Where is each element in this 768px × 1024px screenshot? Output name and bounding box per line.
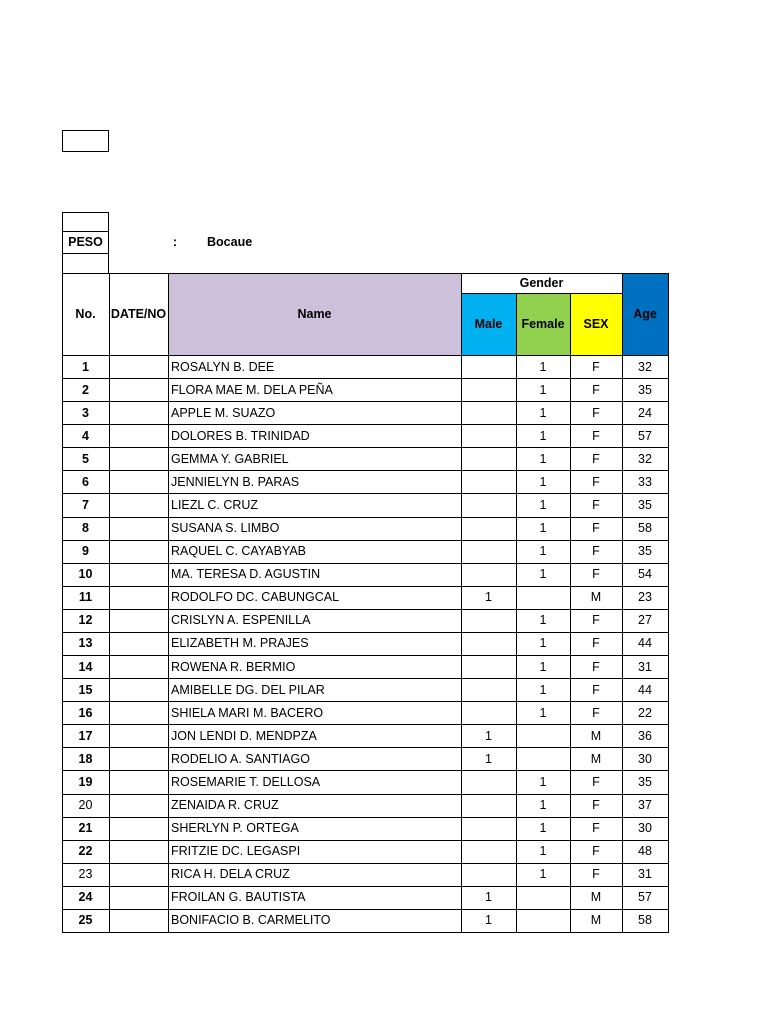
row-female: [516, 886, 570, 909]
row-sex: F: [592, 428, 600, 443]
row-age: 58: [638, 913, 652, 928]
row-divider: [62, 517, 669, 518]
row-female: 1: [539, 636, 547, 651]
row-divider: [62, 817, 669, 818]
row-male: 1: [485, 890, 492, 905]
row-name: LIEZL C. CRUZ: [171, 498, 259, 512]
row-age: 54: [638, 567, 652, 582]
row-date: [109, 909, 168, 932]
row-male: [461, 401, 516, 424]
row-sex: F: [592, 821, 600, 836]
row-no: 10: [78, 567, 93, 582]
row-sex: F: [592, 613, 600, 628]
row-female: 1: [539, 498, 547, 512]
row-sex: M: [590, 728, 602, 743]
row-age: 37: [638, 798, 652, 813]
row-age: 22: [638, 705, 652, 720]
row-age: 57: [638, 890, 652, 905]
row-sex: F: [592, 567, 600, 582]
row-age: 57: [638, 428, 652, 443]
row-male: [461, 609, 516, 632]
row-age: 35: [638, 498, 652, 512]
row-divider: [62, 355, 669, 356]
row-name: JENNIELYN B. PARAS: [171, 474, 300, 489]
row-male: [461, 770, 516, 793]
row-male: [461, 470, 516, 493]
row-male: [461, 563, 516, 586]
row-date: [109, 817, 168, 840]
row-age: 35: [638, 382, 652, 397]
row-name: APPLE M. SUAZO: [171, 405, 276, 420]
row-male: [461, 424, 516, 447]
header-v-date: [109, 273, 110, 356]
col-header-name: Name: [297, 307, 332, 321]
row-sex: M: [590, 590, 602, 605]
peso-box-top: [62, 212, 109, 232]
row-age: 35: [638, 544, 652, 559]
row-age: 31: [638, 659, 652, 674]
row-male: 1: [485, 913, 492, 928]
column-divider: [62, 355, 63, 933]
row-no: 19: [78, 774, 93, 789]
row-date: [109, 655, 168, 678]
row-age: 30: [638, 751, 652, 766]
row-no: 13: [78, 636, 93, 651]
row-name: RODELIO A. SANTIAGO: [171, 751, 310, 766]
row-name: RODOLFO DC. CABUNGCAL: [171, 590, 340, 605]
row-no: 1: [82, 359, 89, 374]
row-female: 1: [539, 474, 547, 489]
row-female: [516, 724, 570, 747]
row-divider: [62, 747, 669, 748]
row-male: [461, 794, 516, 817]
row-date: [109, 863, 168, 886]
row-date: [109, 678, 168, 701]
peso-colon: :: [172, 235, 178, 249]
row-sex: M: [590, 890, 602, 905]
row-date: [109, 747, 168, 770]
row-name: GEMMA Y. GABRIEL: [171, 451, 289, 466]
row-female: 1: [539, 867, 547, 882]
row-male: [461, 817, 516, 840]
row-no: 12: [78, 613, 93, 628]
row-name: JON LENDI D. MENDPZA: [171, 728, 317, 743]
row-date: [109, 724, 168, 747]
row-female: 1: [539, 613, 547, 628]
row-male: [461, 678, 516, 701]
row-no: 24: [78, 890, 93, 905]
row-no: 20: [78, 798, 93, 813]
col-header-male: Male: [474, 317, 503, 331]
row-date: [109, 586, 168, 609]
row-sex: F: [592, 382, 600, 397]
row-divider: [62, 863, 669, 864]
row-date: [109, 424, 168, 447]
row-name: ZENAIDA R. CRUZ: [171, 798, 279, 813]
col-header-age: Age: [633, 307, 657, 321]
row-no: 15: [78, 682, 93, 697]
row-name: AMIBELLE DG. DEL PILAR: [171, 682, 325, 697]
row-male: 1: [485, 590, 492, 605]
row-divider: [62, 447, 669, 448]
row-no: 17: [78, 728, 93, 743]
row-name: RICA H. DELA CRUZ: [171, 867, 290, 882]
col-header-sex: SEX: [583, 317, 609, 331]
header-v-left: [62, 273, 63, 356]
row-date: [109, 355, 168, 378]
row-divider: [62, 886, 669, 887]
row-no: 6: [82, 474, 89, 489]
row-name: BONIFACIO B. CARMELITO: [171, 913, 331, 928]
row-date: [109, 632, 168, 655]
row-sex: F: [592, 521, 600, 536]
row-name: MA. TERESA D. AGUSTIN: [171, 567, 321, 582]
row-divider: [62, 563, 669, 564]
row-divider: [62, 632, 669, 633]
row-sex: F: [592, 844, 600, 859]
row-female: [516, 747, 570, 770]
row-sex: F: [592, 867, 600, 882]
row-divider: [62, 655, 669, 656]
row-male: [461, 632, 516, 655]
row-age: 44: [638, 682, 652, 697]
row-no: 22: [78, 844, 93, 859]
row-female: 1: [539, 705, 547, 720]
row-date: [109, 840, 168, 863]
row-male: [461, 540, 516, 563]
empty-box: [62, 130, 109, 152]
row-name: ELIZABETH M. PRAJES: [171, 636, 309, 651]
row-male: [461, 378, 516, 401]
row-sex: F: [592, 705, 600, 720]
row-date: [109, 794, 168, 817]
row-name: FLORA MAE M. DELA PEÑA: [171, 382, 333, 397]
row-female: 1: [539, 451, 547, 466]
row-age: 35: [638, 774, 652, 789]
row-date: [109, 401, 168, 424]
row-age: 30: [638, 821, 652, 836]
row-female: 1: [539, 682, 547, 697]
row-date: [109, 563, 168, 586]
row-female: 1: [539, 428, 547, 443]
row-name: SUSANA S. LIMBO: [171, 521, 280, 536]
row-no: 18: [78, 751, 93, 766]
row-sex: F: [592, 659, 600, 674]
row-date: [109, 493, 168, 516]
row-sex: F: [592, 451, 600, 466]
row-divider: [62, 540, 669, 541]
row-name: CRISLYN A. ESPENILLA: [171, 613, 311, 628]
row-sex: F: [592, 774, 600, 789]
row-no: 8: [82, 521, 89, 536]
column-divider: [668, 355, 669, 933]
header-v-age: [622, 273, 623, 356]
row-sex: F: [592, 498, 600, 512]
row-female: 1: [539, 567, 547, 582]
row-age: 36: [638, 728, 652, 743]
row-divider: [62, 378, 669, 379]
row-age: 24: [638, 405, 652, 420]
row-female: 1: [539, 659, 547, 674]
column-divider: [109, 355, 110, 933]
row-divider: [62, 586, 669, 587]
row-date: [109, 886, 168, 909]
row-male: [461, 447, 516, 470]
row-female: 1: [539, 521, 547, 536]
row-date: [109, 447, 168, 470]
row-name: FROILAN G. BAUTISTA: [171, 890, 306, 905]
row-date: [109, 540, 168, 563]
row-age: 23: [638, 590, 652, 605]
row-no: 9: [82, 544, 89, 559]
row-name: SHIELA MARI M. BACERO: [171, 705, 324, 720]
peso-box-bottom: [62, 253, 109, 273]
row-name: ROSEMARIE T. DELLOSA: [171, 774, 321, 789]
row-no: 3: [82, 405, 89, 420]
col-header-female: Female: [521, 317, 565, 331]
row-sex: F: [592, 682, 600, 697]
row-female: 1: [539, 359, 547, 374]
row-no: 23: [78, 867, 93, 882]
row-date: [109, 378, 168, 401]
row-female: 1: [539, 774, 547, 789]
row-name: RAQUEL C. CAYABYAB: [171, 544, 306, 559]
row-divider: [62, 794, 669, 795]
row-sex: F: [592, 798, 600, 813]
row-date: [109, 701, 168, 724]
row-female: 1: [539, 405, 547, 420]
row-divider: [62, 909, 669, 910]
row-no: 14: [78, 659, 93, 674]
row-male: [461, 701, 516, 724]
row-sex: F: [592, 474, 600, 489]
row-sex: F: [592, 636, 600, 651]
column-divider: [570, 355, 571, 933]
column-divider: [516, 355, 517, 933]
row-no: 4: [82, 428, 89, 443]
row-age: 27: [638, 613, 652, 628]
row-divider: [62, 609, 669, 610]
row-name: FRITZIE DC. LEGASPI: [171, 844, 301, 859]
row-no: 7: [82, 498, 89, 512]
row-age: 58: [638, 521, 652, 536]
row-date: [109, 770, 168, 793]
row-name: DOLORES B. TRINIDAD: [171, 428, 310, 443]
row-name: ROSALYN B. DEE: [171, 359, 275, 374]
gender-sub-line: [461, 293, 622, 294]
row-age: 32: [638, 359, 652, 374]
col-header-no: No.: [75, 307, 96, 321]
row-female: [516, 586, 570, 609]
row-date: [109, 470, 168, 493]
row-sex: M: [590, 751, 602, 766]
row-no: 5: [82, 451, 89, 466]
header-v-right: [668, 273, 669, 356]
row-divider: [62, 470, 669, 471]
row-male: [461, 517, 516, 540]
row-female: 1: [539, 844, 547, 859]
row-male: 1: [485, 751, 492, 766]
row-divider: [62, 770, 669, 771]
header-v-gender: [461, 273, 462, 356]
peso-label: PESO: [68, 235, 103, 249]
row-no: 2: [82, 382, 89, 397]
row-divider: [62, 724, 669, 725]
column-divider: [622, 355, 623, 933]
header-v-name: [168, 273, 169, 356]
col-header-date: DATE/NO: [110, 307, 167, 321]
header-v-sex: [570, 293, 571, 356]
row-age: 48: [638, 844, 652, 859]
row-female: [516, 909, 570, 932]
row-age: 33: [638, 474, 652, 489]
row-name: ROWENA R. BERMIO: [171, 659, 296, 674]
column-divider: [461, 355, 462, 933]
row-male: [461, 355, 516, 378]
row-age: 31: [638, 867, 652, 882]
row-divider: [62, 701, 669, 702]
row-sex: M: [590, 913, 602, 928]
row-no: 16: [78, 705, 93, 720]
row-sex: F: [592, 359, 600, 374]
col-header-gender: Gender: [519, 276, 564, 290]
row-divider: [62, 493, 669, 494]
row-divider: [62, 401, 669, 402]
table-bottom-line: [62, 932, 669, 933]
header-v-female: [516, 293, 517, 356]
row-no: 21: [78, 821, 93, 836]
row-male: [461, 493, 516, 516]
row-no: 25: [78, 913, 93, 928]
row-female: 1: [539, 544, 547, 559]
row-male: [461, 840, 516, 863]
row-date: [109, 517, 168, 540]
header-top-line: [62, 273, 669, 274]
row-female: 1: [539, 821, 547, 836]
row-sex: F: [592, 544, 600, 559]
column-divider: [168, 355, 169, 933]
row-age: 44: [638, 636, 652, 651]
row-female: 1: [539, 798, 547, 813]
row-divider: [62, 840, 669, 841]
row-divider: [62, 678, 669, 679]
row-name: SHERLYN P. ORTEGA: [171, 821, 299, 836]
row-age: 32: [638, 451, 652, 466]
row-divider: [62, 424, 669, 425]
row-date: [109, 609, 168, 632]
row-no: 11: [78, 590, 93, 605]
row-sex: F: [592, 405, 600, 420]
row-female: 1: [539, 382, 547, 397]
row-male: 1: [485, 728, 492, 743]
row-male: [461, 655, 516, 678]
row-male: [461, 863, 516, 886]
location-value: Bocaue: [207, 235, 253, 249]
